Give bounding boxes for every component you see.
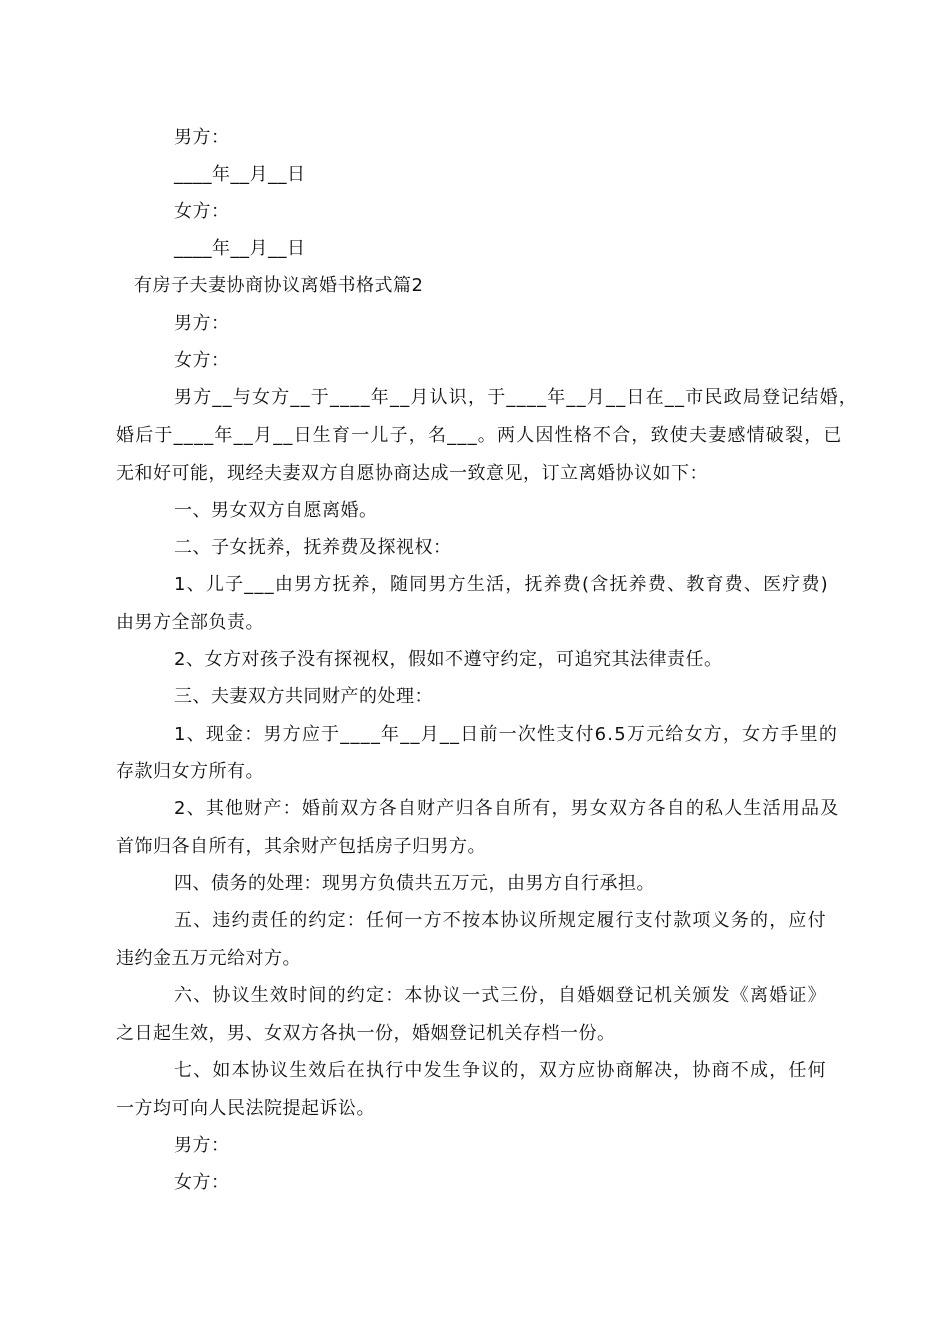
clause-2-1-line-2: 由男方全部负责。 [116, 612, 264, 633]
closing-husband-label: 男方： [174, 1135, 230, 1156]
preamble-line-3: 无和好可能，现经夫妻双方自愿协商达成一致意见，订立离婚协议如下： [116, 463, 708, 484]
clause-7-line-1: 七、如本协议生效后在执行中发生争议的，双方应协商解决，协商不成，任何 [174, 1060, 827, 1081]
clause-3-1-line-1: 1、现金：男方应于____年__月__日前一次性支付6.5万元给女方，女方手里的 [174, 724, 839, 745]
wife-signature-label: 女方： [174, 201, 230, 222]
clause-6-line-2: 之日起生效，男、女双方各执一份，婚姻登记机关存档一份。 [116, 1023, 616, 1044]
party-husband: 男方： [174, 313, 230, 334]
clause-3-1-line-2: 存款归女方所有。 [116, 761, 264, 782]
clause-5-line-1: 五、违约责任的约定：任何一方不按本协议所规定履行支付款项义务的，应付 [174, 910, 827, 931]
clause-2-heading: 二、子女抚养，抚养费及探视权： [174, 537, 452, 558]
party-wife: 女方： [174, 350, 230, 371]
clause-3-2-line-1: 2、其他财产：婚前双方各自财产归各自所有，男女双方各自的私人生活用品及 [174, 798, 840, 819]
husband-signature-date: ____年__月__日 [174, 164, 306, 185]
clause-2-1-line-1: 1、儿子___由男方抚养，随同男方生活，抚养费(含抚养费、教育费、医疗费) [174, 574, 829, 595]
clause-3-heading: 三、夫妻双方共同财产的处理： [174, 686, 433, 707]
section-title: 有房子夫妻协商协议离婚书格式篇2 [134, 275, 424, 296]
preamble-line-1: 男方__与女方__于____年__月认识，于____年__月__日在__市民政局登记结婚， [174, 387, 858, 408]
clause-6-line-1: 六、协议生效时间的约定：本协议一式三份，自婚姻登记机关颁发《离婚证》 [174, 985, 827, 1006]
closing-wife-label: 女方： [174, 1172, 230, 1193]
clause-7-line-2: 一方均可向人民法院提起诉讼。 [116, 1098, 375, 1119]
husband-signature-label: 男方： [174, 127, 230, 148]
clause-3-2-line-2: 首饰归各自所有，其余财产包括房子归男方。 [116, 836, 486, 857]
clause-1: 一、男女双方自愿离婚。 [174, 500, 378, 521]
clause-5-line-2: 违约金五万元给对方。 [116, 948, 301, 969]
preamble-line-2: 婚后于____年__月__日生育一儿子，名___。两人因性格不合，致使夫妻感情破裂，已 [116, 425, 843, 446]
wife-signature-date: ____年__月__日 [174, 238, 306, 259]
clause-4: 四、债务的处理：现男方负债共五万元，由男方自行承担。 [174, 873, 655, 894]
clause-2-2: 2、女方对孩子没有探视权，假如不遵守约定，可追究其法律责任。 [174, 649, 723, 670]
